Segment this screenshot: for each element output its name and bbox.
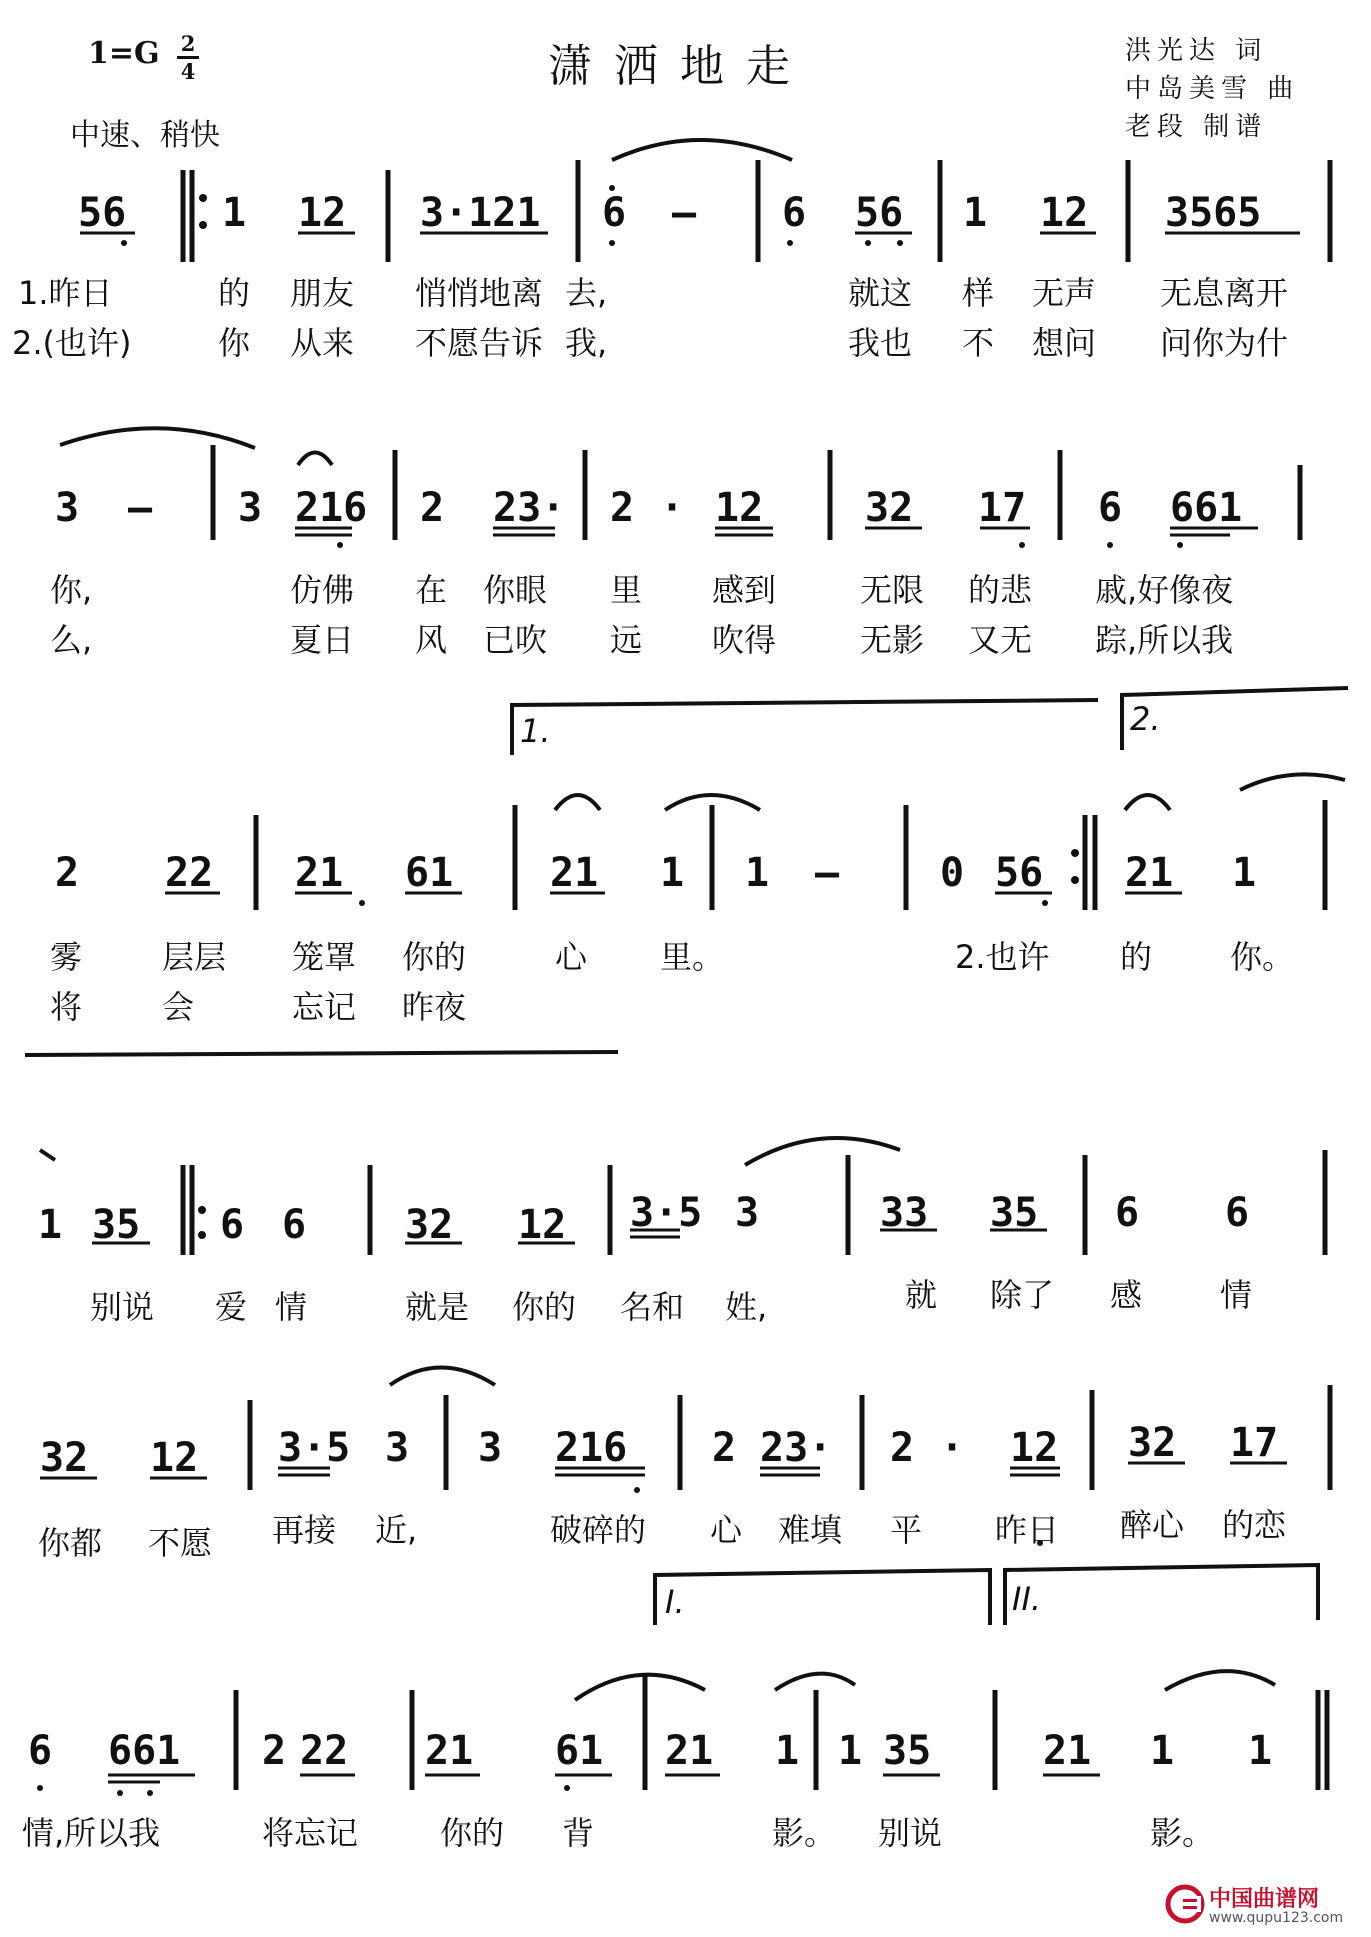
- lyric-s5-v1-6: 难填: [778, 1511, 843, 1549]
- lyric-s5-v1-7: 平: [890, 1511, 923, 1549]
- lyric-s2-v1-2: 在: [415, 571, 448, 609]
- lyric-s5-v1-0: 你都: [38, 1524, 103, 1562]
- lyric-s1-v2-7: 想问: [1032, 324, 1097, 362]
- note-s3-0: 2: [55, 850, 80, 896]
- lyric-s2-v2-7: 又无: [968, 621, 1033, 659]
- lyric-s2-v2-5: 吹得: [712, 621, 777, 659]
- note-s1-6: 6: [782, 190, 807, 236]
- note-s6-7: 1: [775, 1728, 800, 1774]
- note-s3-9: 56: [995, 850, 1044, 896]
- note-s6-10: 21: [1043, 1728, 1092, 1774]
- lyric-s4-v1-10: 情: [1220, 1276, 1253, 1314]
- volta-second-ending-2: II.: [1012, 1580, 1042, 1618]
- lyric-s1-v2-5: 我也: [848, 324, 913, 362]
- lyric-s3-v1-1: 层层: [162, 938, 227, 976]
- note-s4-6: 3·5: [630, 1190, 703, 1236]
- note-s3-10: 21: [1125, 850, 1174, 896]
- lyric-s4-v1-3: 就是: [405, 1288, 470, 1326]
- lyric-s1-v2-6: 不: [962, 324, 995, 362]
- note-s6-8: 1: [838, 1728, 863, 1774]
- lyric-s5-v1-10: 的恋: [1222, 1506, 1287, 1544]
- lyric-s3-v1-3: 你的: [402, 938, 467, 976]
- lyric-s2-v1-0: 你,: [50, 571, 93, 609]
- note-s1-0: 56: [78, 190, 127, 236]
- lyric-s1-v2-8: 问你为什: [1160, 324, 1289, 362]
- note-s1-4: 6: [602, 190, 627, 236]
- note-s2-0: 3: [55, 485, 80, 531]
- lyric-s1-v1-8: 无息离开: [1160, 274, 1289, 312]
- lyric-s3-v1-6: 2.也许: [955, 938, 1050, 976]
- lyric-s2-v1-6: 无限: [860, 571, 925, 609]
- note-s4-0: 1: [38, 1202, 63, 1248]
- lyric-s2-v2-3: 已吹: [483, 621, 548, 659]
- lyric-s3-v1-8: 你。: [1230, 938, 1295, 976]
- note-s5-11: 32: [1128, 1420, 1177, 1466]
- note-s5-6: 2: [712, 1425, 737, 1471]
- note-s6-11: 1: [1150, 1728, 1175, 1774]
- lyric-s3-v2-0: 将: [50, 988, 83, 1026]
- note-s5-5: 216: [555, 1425, 628, 1471]
- note-s5-4: 3: [478, 1425, 503, 1471]
- lyric-s6-v1-5: 别说: [878, 1814, 943, 1852]
- time-signature-top: 2: [180, 31, 196, 56]
- lyric-s1-v2-4: 我,: [565, 324, 608, 362]
- lyric-s3-v2-2: 忘记: [292, 988, 357, 1026]
- lyric-s1-v2-3: 不愿告诉: [415, 324, 544, 362]
- lyric-s5-v1-5: 心: [710, 1511, 743, 1549]
- lyric-s4-v1-0: 别说: [90, 1288, 155, 1326]
- note-s5-8: 2: [890, 1425, 915, 1471]
- note-s2-2: 3: [238, 485, 263, 531]
- lyric-s5-v1-8: 昨日: [995, 1511, 1060, 1549]
- lyric-s6-v1-2: 你的: [440, 1814, 505, 1852]
- volta-first-ending-2: I.: [665, 1583, 685, 1621]
- lyric-s2-v1-5: 感到: [712, 571, 777, 609]
- lyric-s6-v1-1: 将忘记: [262, 1814, 359, 1852]
- lyric-s1-v1-3: 悄悄地离: [415, 274, 544, 312]
- note-s6-1: 661: [108, 1728, 181, 1774]
- lyric-s2-v1-4: 里: [610, 571, 643, 609]
- note-s3-11: 1: [1232, 850, 1257, 896]
- lyric-s2-v2-0: 么,: [50, 621, 93, 659]
- note-s5-0: 32: [40, 1435, 89, 1481]
- lyric-s3-v1-4: 心: [555, 938, 588, 976]
- credit-composer: 中岛美雪 曲: [1125, 74, 1300, 104]
- lyric-s1-v2-0: 2.(也许): [12, 324, 132, 362]
- note-s1-7: 56: [855, 190, 904, 236]
- credit-lyricist: 洪光达 词: [1125, 36, 1268, 66]
- note-s5-2: 3·5: [278, 1425, 351, 1471]
- lyric-s3-v2-3: 昨夜: [402, 988, 467, 1026]
- note-s3-4: 21: [550, 850, 599, 896]
- note-s1-5: –: [672, 190, 697, 236]
- lyric-s5-v1-3: 近,: [375, 1511, 418, 1549]
- note-s2-7: ·: [660, 485, 685, 531]
- note-s1-2: 12: [298, 190, 347, 236]
- lyric-s5-v1-4: 破碎的: [550, 1511, 647, 1549]
- lyric-s2-v2-8: 踪,所以我: [1095, 621, 1234, 659]
- note-s5-1: 12: [150, 1435, 199, 1481]
- credit-transcriber: 老段 制谱: [1125, 112, 1268, 142]
- note-s2-1: –: [128, 485, 153, 531]
- note-s6-3: 22: [300, 1728, 349, 1774]
- note-s2-12: 661: [1170, 485, 1243, 531]
- lyric-s2-v2-6: 无影: [860, 621, 925, 659]
- watermark-url: www.qupu123.com: [1209, 1910, 1344, 1926]
- lyric-s1-v2-2: 从来: [290, 324, 355, 362]
- note-s4-10: 6: [1115, 1190, 1140, 1236]
- note-s5-7: 23·: [760, 1425, 833, 1471]
- lyric-s2-v1-3: 你眼: [483, 571, 548, 609]
- lyric-s3-v2-1: 会: [162, 988, 195, 1026]
- note-s6-5: 61: [555, 1728, 604, 1774]
- lyric-s4-v1-5: 名和: [620, 1288, 685, 1326]
- lyric-s2-v1-8: 戚,好像夜: [1095, 571, 1234, 609]
- lyric-s6-v1-6: 影。: [1150, 1814, 1215, 1852]
- note-s6-12: 1: [1248, 1728, 1273, 1774]
- note-s5-9: ·: [940, 1425, 965, 1471]
- note-s2-11: 6: [1098, 485, 1123, 531]
- lyric-s3-v1-2: 笼罩: [292, 938, 357, 976]
- lyric-s4-v1-6: 姓,: [725, 1288, 768, 1326]
- lyric-s6-v1-0: 情,所以我: [22, 1814, 161, 1852]
- lyric-s4-v1-7: 就: [905, 1276, 938, 1314]
- lyric-s1-v1-0: 1.昨日: [18, 274, 113, 312]
- lyric-s6-v1-3: 背: [562, 1814, 595, 1852]
- note-s3-5: 1: [660, 850, 685, 896]
- lyric-s1-v1-6: 样: [962, 274, 995, 312]
- note-s3-1: 22: [165, 850, 214, 896]
- note-s6-4: 21: [425, 1728, 474, 1774]
- lyric-s4-v1-2: 情: [275, 1288, 308, 1326]
- lyric-s1-v1-7: 无声: [1032, 274, 1097, 312]
- qupu-logo-icon: [1165, 1884, 1205, 1924]
- note-s4-11: 6: [1225, 1190, 1250, 1236]
- lyric-s4-v1-1: 爱: [215, 1288, 248, 1326]
- note-s3-7: –: [815, 850, 840, 896]
- note-s2-6: 2: [610, 485, 635, 531]
- note-s5-3: 3: [385, 1425, 410, 1471]
- note-s4-9: 35: [990, 1190, 1039, 1236]
- note-s3-2: 21: [295, 850, 344, 896]
- lyric-s1-v1-2: 朋友: [290, 274, 355, 312]
- lyric-s1-v2-1: 你: [218, 324, 251, 362]
- lyric-s3-v1-0: 雾: [50, 938, 83, 976]
- lyric-s5-v1-1: 不愿: [148, 1524, 213, 1562]
- note-s2-5: 23·: [493, 485, 566, 531]
- note-s2-3: 216: [295, 485, 368, 531]
- lyric-s2-v2-2: 风: [415, 621, 448, 659]
- lyric-s2-v2-4: 远: [610, 621, 643, 659]
- lyric-s6-v1-4: 影。: [772, 1814, 837, 1852]
- lyric-s1-v1-1: 的: [218, 274, 251, 312]
- note-s1-3: 3·121: [420, 190, 541, 236]
- note-s1-1: 1: [222, 190, 247, 236]
- volta-first-ending: 1.: [520, 712, 551, 750]
- watermark: [1165, 1880, 1365, 1930]
- lyric-s5-v1-9: 醉心: [1120, 1506, 1185, 1544]
- note-s4-8: 33: [880, 1190, 929, 1236]
- note-s4-1: 35: [92, 1202, 141, 1248]
- tempo-marking: 中速、稍快: [70, 118, 220, 153]
- note-s4-3: 6: [282, 1202, 307, 1248]
- note-s1-9: 12: [1040, 190, 1089, 236]
- lyric-s1-v1-5: 就这: [848, 274, 913, 312]
- note-s6-0: 6: [28, 1728, 53, 1774]
- song-title: 潇洒地走: [548, 41, 812, 92]
- note-s4-7: 3: [735, 1190, 760, 1236]
- note-s2-9: 32: [865, 485, 914, 531]
- volta-second-ending: 2.: [1130, 700, 1161, 738]
- note-s3-6: 1: [745, 850, 770, 896]
- note-s6-9: 35: [883, 1728, 932, 1774]
- note-s3-3: 61: [405, 850, 454, 896]
- note-s5-10: 12: [1010, 1425, 1059, 1471]
- note-s6-6: 21: [665, 1728, 714, 1774]
- lyric-s2-v1-1: 仿佛: [290, 571, 355, 609]
- lyric-s2-v1-7: 的悲: [968, 571, 1033, 609]
- note-s6-2: 2: [262, 1728, 287, 1774]
- lyric-s1-v1-4: 去,: [565, 274, 608, 312]
- lyric-s3-v1-5: 里。: [660, 938, 725, 976]
- note-s1-8: 1: [963, 190, 988, 236]
- key-signature: 1=G: [88, 36, 160, 71]
- note-s2-10: 17: [978, 485, 1027, 531]
- note-s4-4: 32: [405, 1202, 454, 1248]
- note-s4-2: 6: [220, 1202, 245, 1248]
- lyric-s4-v1-8: 除了: [990, 1276, 1055, 1314]
- note-s2-4: 2: [420, 485, 445, 531]
- note-s2-8: 12: [715, 485, 764, 531]
- note-s5-12: 17: [1230, 1420, 1279, 1466]
- watermark-name: 中国曲谱网: [1209, 1887, 1320, 1912]
- note-s1-10: 3565: [1165, 190, 1262, 236]
- lyric-s4-v1-9: 感: [1110, 1276, 1143, 1314]
- note-s4-5: 12: [518, 1202, 567, 1248]
- time-signature-bottom: 4: [180, 59, 196, 84]
- lyric-s4-v1-4: 你的: [512, 1288, 577, 1326]
- lyric-s3-v1-7: 的: [1120, 938, 1153, 976]
- lyric-s2-v2-1: 夏日: [290, 621, 355, 659]
- lyric-s5-v1-2: 再接: [272, 1511, 337, 1549]
- note-s3-8: 0: [940, 850, 965, 896]
